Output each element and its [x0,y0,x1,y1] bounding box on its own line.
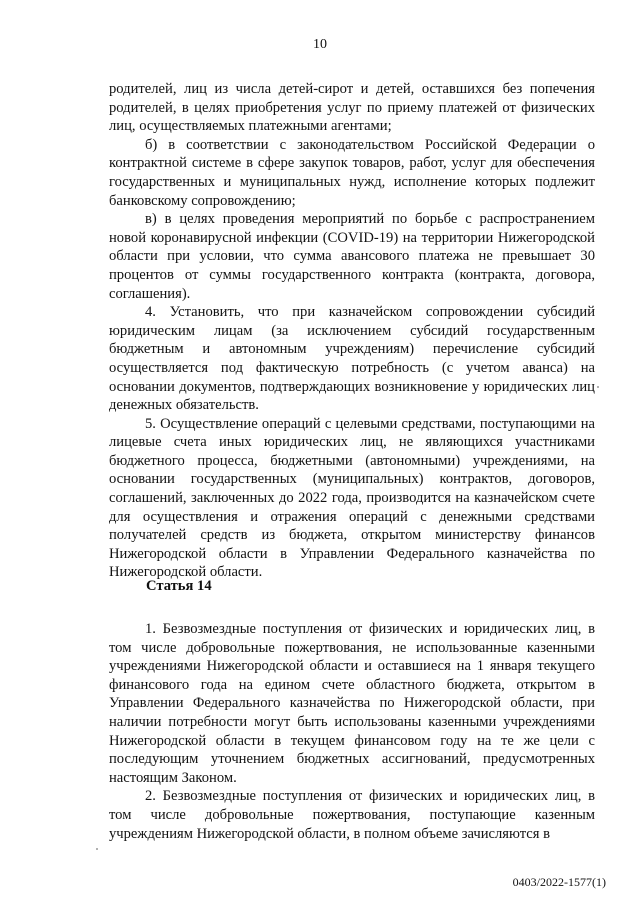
paragraph: в) в целях проведения мероприятий по борьбе с распространением новой коронавирусной инфекции (COVID-19) на территории Нижегородской области при условии, что сумма авансового платежа не превышает 30 процентов от суммы государственного контракта (контракта, договора, соглашения). [109,211,595,302]
section-text-article-14 [109,620,595,843]
paragraph: 4. Установить, что при казначейском сопровождении субсидий юридическим лицам (за исключением субсидий государственным бюджетным и автономным учреждениям) перечисление субсидий осуществляется под фактическую потребность (с учетом аванса) на основании документов, подтверждающих возникновение у юридических лиц денежных обязательств. [109,304,595,414]
paragraph: родителей, лиц из числа детей-сирот и детей, оставшихся без попечения родителей, в целях приобретения услуг по приему платежей от физических лиц, осуществляемых платежными агентами; [109,81,595,135]
paragraph: 1. Безвозмездные поступления от физических и юридических лиц, в том числе добровольные пожертвования, не использованные казенными учреждениями Нижегородской области и оставшиеся на 1 января текущего финансового года на едином счете областного бюджета, открытом в Управлении Федерального казначейства по Нижегородской области, при наличии потребности могут быть использованы казенными учреждениями Нижегородской области в текущем финансовом году на те же цели с последующим уточнением бюджетных ассигнований, предусмотренных настоящим Законом. [109,621,595,786]
scan-speck [597,386,599,388]
paragraph: 2. Безвозмездные поступления от физических и юридических лиц, в том числе добровольные пожертвования, поступающие казенным учреждениям Нижегородской области, в полном объеме зачисляются в [109,788,595,842]
document-code: 0403/2022-1577(1) [512,875,606,889]
scan-speck [96,848,98,850]
page-number: 10 [313,37,327,52]
paragraph: б) в соответствии с законодательством Российской Федерации о контрактной системе в сфере закупок товаров, работ, услуг для обеспечения государственных и муниципальных нужд, исполнение которых подлежит банковскому сопровождению; [109,136,595,209]
paragraph: 5. Осуществление операций с целевыми средствами, поступающими на лицевые счета иных юридических лиц, не являющихся участниками бюджетного процесса, бюджетными (автономными) учреждениями, на основании государственных (муниципальных) контрактов, договоров, соглашений, заключенных до 2022 года, производится на казначейском счете для осуществления и отражения операций с денежными средствами получателей средств из бюджета, открытом министерству финансов Нижегородской области в Управлении Федерального казначейства по Нижегородской области. [109,415,595,581]
article-heading: Статья 14 [146,578,212,594]
section-text-top [109,80,595,582]
